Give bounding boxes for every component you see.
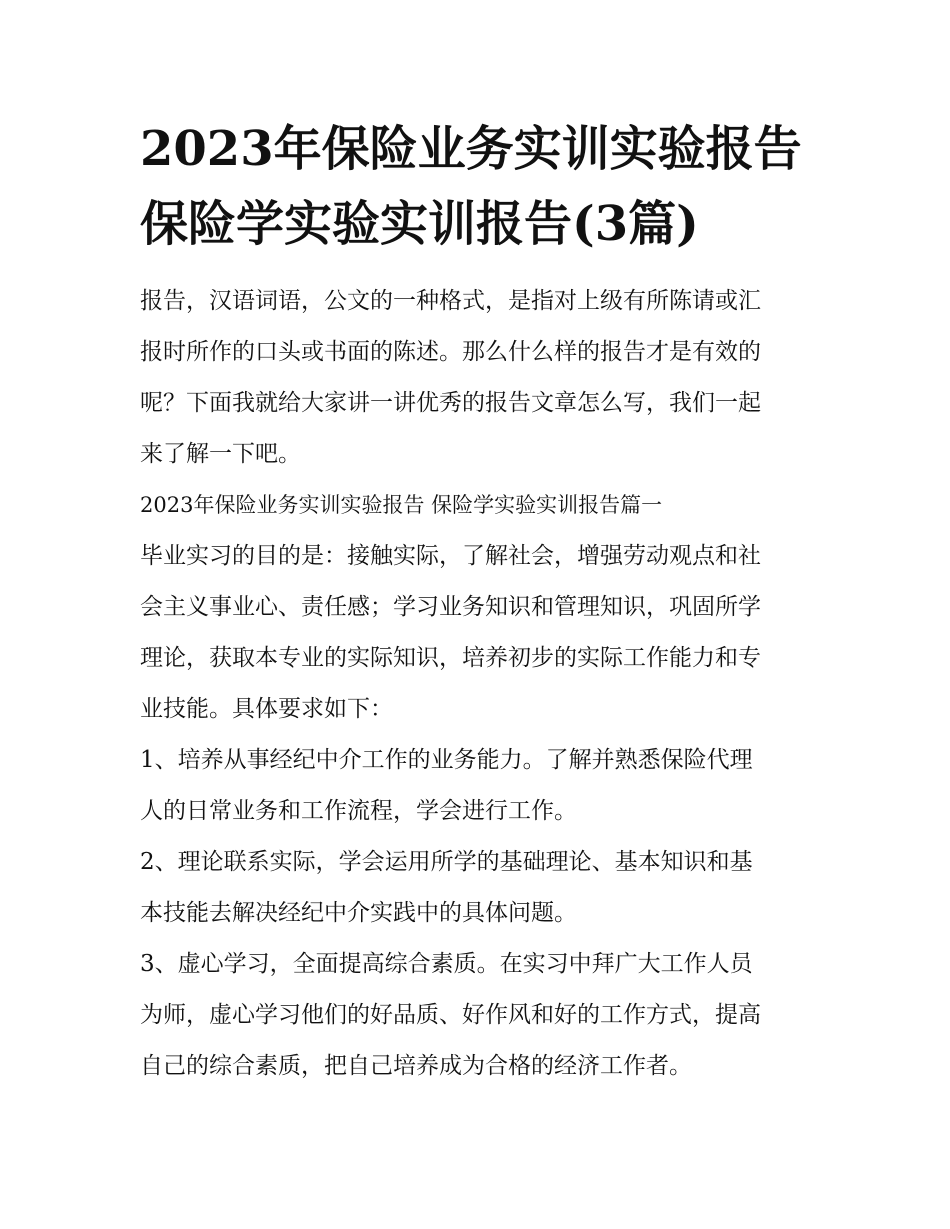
item-1-line-1: 1、培养从事经纪中介工作的业务能力。了解并熟悉保险代理 — [140, 747, 753, 773]
item-3-line-3: 自己的综合素质，把自己培养成为合格的经济工作者。 — [140, 1053, 692, 1079]
intro-line-1: 报告，汉语词语，公文的一种格式，是指对上级有所陈请或汇 — [140, 288, 761, 314]
section-heading: 2023年保险业务实训实验报告 保险学实验实训报告篇一 — [140, 493, 663, 517]
item-2-line-1: 2、理论联系实际，学会运用所学的基础理论、基本知识和基 — [140, 849, 753, 875]
item-1-line-2: 人的日常业务和工作流程，学会进行工作。 — [140, 798, 577, 824]
item-3-line-2: 为师，虚心学习他们的好品质、好作风和好的工作方式，提高 — [140, 1002, 761, 1028]
document-title-line-2: 保险学实验实训报告(3篇) — [140, 196, 699, 252]
document-title-line-1: 2023年保险业务实训实验报告 — [140, 121, 802, 177]
document-body — [140, 276, 820, 1092]
purpose-line-4: 业技能。具体要求如下： — [140, 696, 393, 722]
purpose-line-3: 理论，获取本专业的实际知识，培养初步的实际工作能力和专 — [140, 645, 761, 671]
purpose-line-2: 会主义事业心、责任感；学习业务知识和管理知识，巩固所学 — [140, 594, 761, 620]
purpose-line-1: 毕业实习的目的是：接触实际，了解社会，增强劳动观点和社 — [140, 543, 761, 569]
intro-line-4: 来了解一下吧。 — [140, 441, 301, 467]
intro-line-2: 报时所作的口头或书面的陈述。那么什么样的报告才是有效的 — [140, 339, 761, 365]
intro-line-3: 呢？下面我就给大家讲一讲优秀的报告文章怎么写，我们一起 — [140, 390, 761, 416]
item-3-line-1: 3、虚心学习，全面提高综合素质。在实习中拜广大工作人员 — [140, 951, 753, 977]
item-2-line-2: 本技能去解决经纪中介实践中的具体问题。 — [140, 900, 577, 926]
